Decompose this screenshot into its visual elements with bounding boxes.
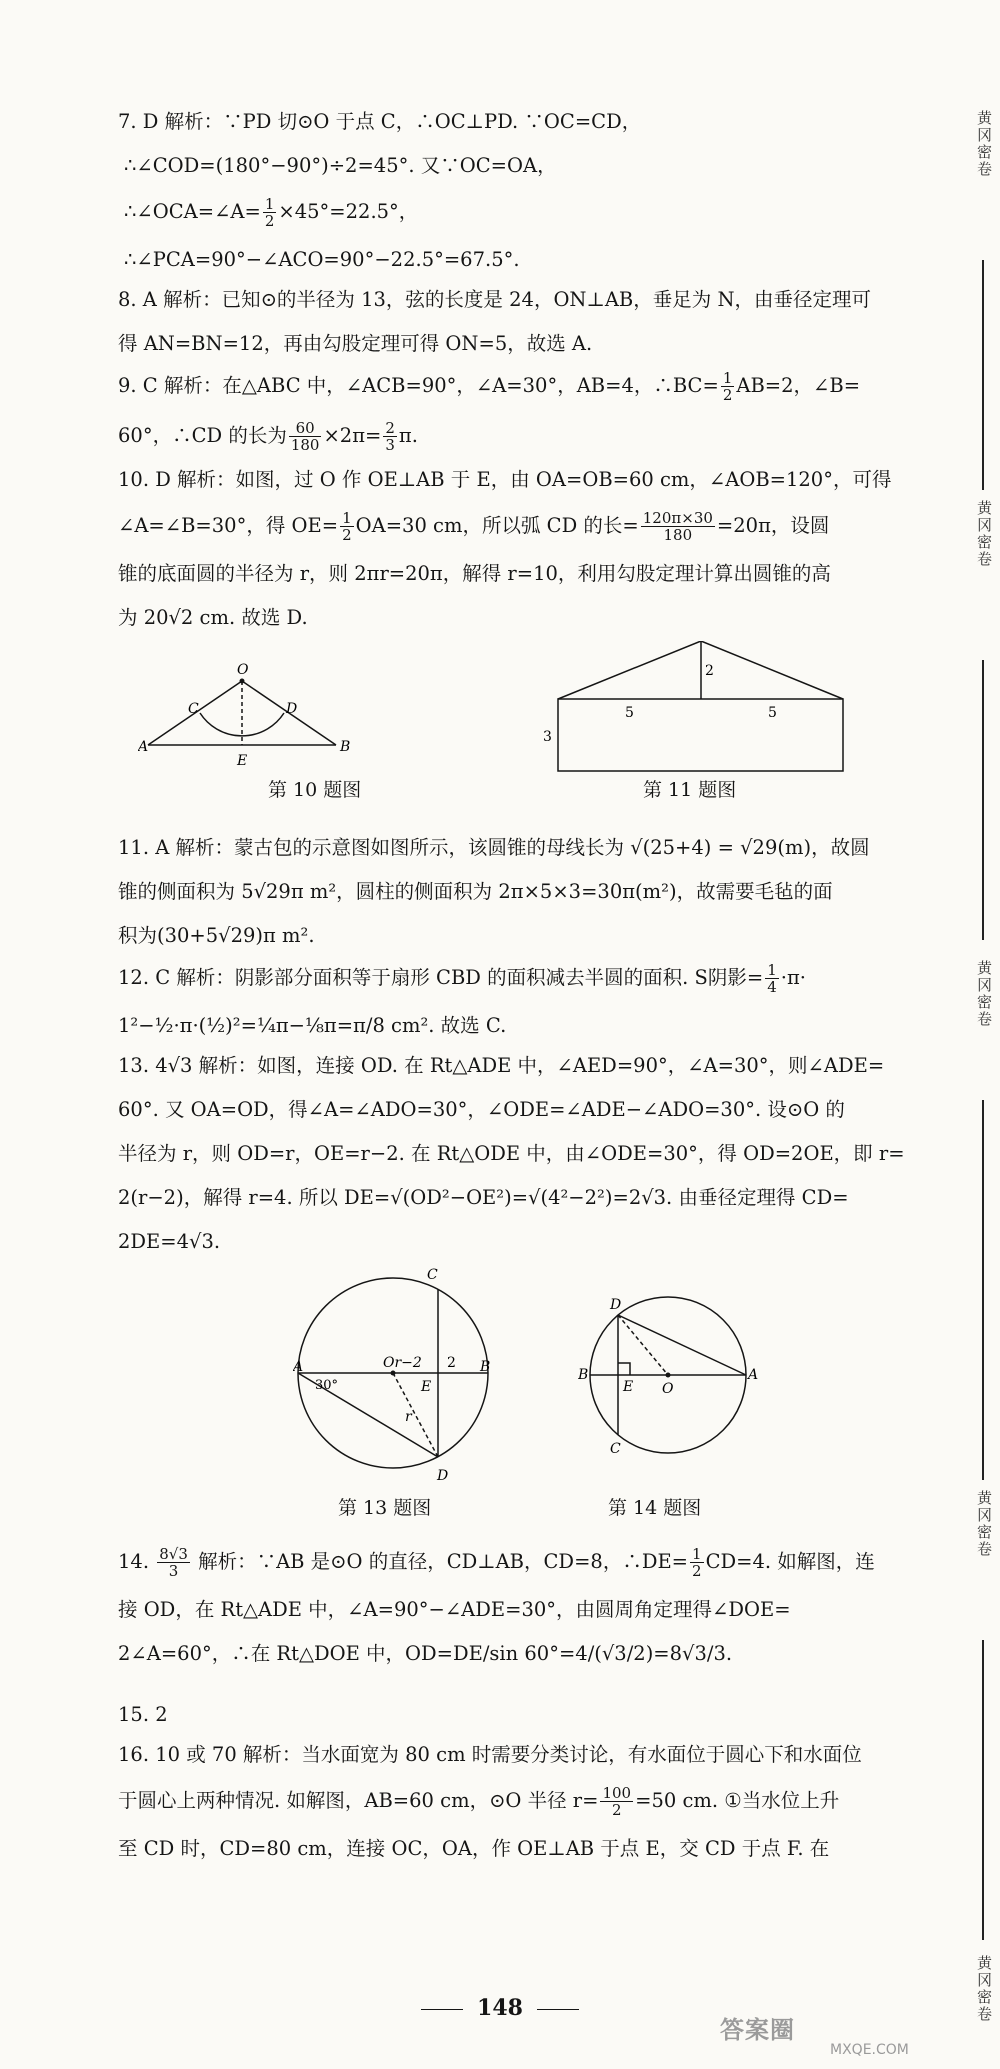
answer-10-line-1: 10. D 解析：如图，过 O 作 OE⊥AB 于 E，由 OA=OB=60 cm，∠AOB=120°，可得 — [118, 468, 892, 491]
figures-13-14 — [118, 1265, 923, 1533]
label-C: C — [427, 1267, 438, 1283]
text: =50 cm. ①当水位上升 — [635, 1789, 840, 1812]
answer-13-line-4: 2(r−2)，解得 r=4. 所以 DE=√(OD²−OE²)=√(4²−2²)=2√3. 由垂径定理得 CD= — [118, 1186, 849, 1209]
text: ×2π= — [323, 424, 382, 447]
answer-9-line-2 — [118, 420, 923, 453]
answer-11-line-1: 11. A 解析：蒙古包的示意图如图所示，该圆锥的母线长为 √(25+4) = √29(m)，故圆 — [118, 836, 870, 859]
denominator: 180 — [663, 526, 693, 544]
denominator: 180 — [290, 436, 320, 454]
fraction — [765, 962, 779, 995]
answer-14-line-3: 2∠A=60°，∴在 Rt△DOE 中，OD=DE/sin 60°=4/(√3/2)=8√3/3. — [118, 1642, 733, 1665]
label-5-left: 5 — [625, 705, 634, 721]
denominator: 3 — [385, 436, 395, 454]
answer-16-line-1: 16. 10 或 70 解析：当水面宽为 80 cm 时需要分类讨论，有水面位于圆心下和水面位 — [118, 1743, 862, 1766]
numerator: 1 — [342, 509, 352, 527]
numerator: 8√3 — [159, 1545, 188, 1563]
figure-11-caption: 第 11 题图 — [643, 779, 737, 801]
numerator: 60 — [289, 420, 322, 437]
binding-margin — [965, 0, 1000, 2069]
margin-rule — [982, 1640, 984, 1940]
label-D: D — [437, 1468, 449, 1484]
text: AB=2，∠B= — [736, 374, 861, 397]
answer-13-line-2: 60°. 又 OA=OD，得∠A=∠ADO=30°，∠ODE=∠ADE−∠ADO=30°. 设⊙O 的 — [118, 1098, 845, 1121]
divider — [421, 2009, 463, 2010]
label-O-r: Or−2 — [383, 1355, 422, 1371]
label-A: A — [293, 1359, 304, 1375]
label-O: O — [662, 1381, 674, 1397]
answer-12-line-2: 1²−½·π·(½)²=¼π−⅛π=π/8 cm². 故选 C. — [118, 1014, 507, 1037]
answer-15: 15. 2 — [118, 1703, 168, 1726]
label-D: D — [286, 701, 298, 717]
text: OA=30 cm，所以弧 CD 的长= — [355, 514, 639, 537]
text: π. — [398, 424, 418, 447]
numerator: 120π×30 — [642, 509, 713, 527]
fraction — [383, 420, 397, 453]
answer-16-line-2 — [118, 1785, 923, 1818]
numerator: 1 — [264, 195, 275, 213]
denominator: 2 — [612, 1801, 622, 1819]
label-2: 2 — [447, 1355, 456, 1371]
label-3: 3 — [543, 729, 552, 745]
answer-7-line-4: ∴∠PCA=90°−∠ACO=90°−22.5°=67.5°. — [124, 248, 520, 271]
text: 9. C 解析：在△ABC 中，∠ACB=90°，∠A=30°，AB=4，∴BC= — [118, 374, 719, 397]
answer-14-line-2: 接 OD，在 Rt△ADE 中，∠A=90°−∠ADE=30°，由圆周角定理得∠DOE= — [118, 1598, 791, 1621]
fraction — [263, 196, 277, 229]
figure-14-caption: 第 14 题图 — [608, 1497, 702, 1519]
figure-10-caption: 第 10 题图 — [268, 779, 362, 801]
margin-tab-3: 黄冈密卷 — [975, 960, 993, 1028]
answer-12-line-1 — [118, 962, 923, 995]
text: ∴∠OCA=∠A= — [124, 200, 261, 223]
label-C: C — [610, 1441, 621, 1457]
margin-rule — [982, 660, 984, 940]
label-D: D — [610, 1297, 622, 1313]
denominator: 2 — [692, 1562, 702, 1580]
text: ·π· — [780, 966, 806, 989]
answer-10-line-2 — [118, 510, 923, 543]
answer-14-line-1 — [118, 1546, 923, 1579]
text: 60°，∴CD 的长为 — [118, 424, 287, 447]
answer-10-line-3: 锥的底面圆的半径为 r，则 2πr=20π，解得 r=10，利用勾股定理计算出圆锥的高 — [118, 562, 831, 585]
numerator: 1 — [692, 1545, 702, 1563]
answer-7-line-3 — [118, 196, 923, 229]
fraction — [690, 1546, 704, 1579]
text: CD=4. 如解图，连 — [705, 1550, 875, 1573]
figure-13 — [293, 1265, 493, 1490]
figures-10-11 — [118, 641, 923, 821]
text: 12. C 解析：阴影部分面积等于扇形 CBD 的面积减去半圆的面积. S阴影= — [118, 966, 764, 989]
margin-tab-2: 黄冈密卷 — [975, 500, 993, 568]
text: 14. — [118, 1550, 156, 1573]
numerator: 1 — [767, 961, 777, 979]
denominator: 2 — [342, 526, 352, 544]
fraction — [157, 1546, 190, 1579]
page-number-text: 148 — [477, 1995, 523, 2021]
answer-8-line-1: 8. A 解析：已知⊙的半径为 13，弦的长度是 24，ON⊥AB，垂足为 N，由垂径定理可 — [118, 288, 872, 311]
watermark-url: MXQE.COM — [830, 2042, 909, 2058]
fraction — [289, 420, 322, 453]
watermark: 答案圈 — [720, 2016, 795, 2044]
figure-11 — [533, 641, 853, 791]
fraction — [600, 1785, 633, 1818]
answer-10-line-4: 为 20√2 cm. 故选 D. — [118, 606, 308, 629]
label-O: O — [237, 662, 249, 678]
answer-16-line-3: 至 CD 时，CD=80 cm，连接 OC，OA，作 OE⊥AB 于点 E，交 CD 于点 F. 在 — [118, 1837, 830, 1860]
text: ∠A=∠B=30°，得 OE= — [118, 514, 339, 537]
page-number — [0, 1995, 1000, 2021]
denominator: 2 — [264, 212, 275, 230]
label-2: 2 — [705, 663, 714, 679]
answer-9-line-1 — [118, 370, 923, 403]
text: =20π，设圆 — [716, 514, 830, 537]
fraction — [340, 510, 354, 543]
label-E: E — [237, 753, 248, 769]
text: 于圆心上两种情况. 如解图，AB=60 cm，⊙O 半径 r= — [118, 1789, 599, 1812]
text: ×45°=22.5°， — [278, 200, 419, 223]
figure-14 — [578, 1275, 758, 1485]
denominator: 3 — [168, 1562, 179, 1580]
answer-8-line-2: 得 AN=BN=12，再由勾股定理可得 ON=5，故选 A. — [118, 332, 593, 355]
label-B: B — [340, 739, 351, 755]
label-B: B — [480, 1359, 491, 1375]
answer-13-line-3: 半径为 r，则 OD=r，OE=r−2. 在 Rt△ODE 中，由∠ODE=30°，得 OD=2OE，即 r= — [118, 1142, 905, 1165]
answer-7-line-2: ∴∠COD=(180°−90°)÷2=45°. 又∵OC=OA， — [124, 154, 557, 177]
margin-tab-5: 黄冈密卷 — [975, 1955, 993, 2023]
label-r: r — [405, 1409, 412, 1425]
denominator: 4 — [767, 978, 777, 996]
answer-11-line-3: 积为(30+5√29)π m². — [118, 924, 315, 947]
numerator: 1 — [722, 369, 733, 387]
solutions-body — [118, 108, 923, 1862]
fraction — [641, 510, 715, 543]
label-A: A — [748, 1367, 758, 1383]
text: 解析：∵AB 是⊙O 的直径，CD⊥AB，CD=8，∴DE= — [191, 1550, 689, 1573]
numerator: 100 — [602, 1784, 632, 1802]
denominator: 2 — [722, 386, 733, 404]
label-C: C — [188, 701, 199, 717]
label-30deg: 30° — [315, 1378, 339, 1393]
margin-rule — [982, 1100, 984, 1480]
answer-13-line-1: 13. 4√3 解析：如图，连接 OD. 在 Rt△ADE 中，∠AED=90°，∠A=30°，则∠ADE= — [118, 1054, 885, 1077]
divider — [537, 2009, 579, 2010]
label-B: B — [578, 1367, 589, 1383]
answer-13-line-5: 2DE=4√3. — [118, 1230, 221, 1253]
numerator: 2 — [385, 419, 395, 437]
label-A: A — [138, 739, 149, 755]
figure-10 — [138, 641, 358, 791]
margin-tab-4: 黄冈密卷 — [975, 1490, 993, 1558]
margin-tab-1: 黄冈密卷 — [975, 110, 993, 178]
figure-13-caption: 第 13 题图 — [338, 1497, 432, 1519]
answer-7-line-1: 7. D 解析：∵PD 切⊙O 于点 C，∴OC⊥PD. ∵OC=CD， — [118, 110, 642, 133]
margin-rule — [982, 260, 984, 490]
label-E: E — [421, 1379, 432, 1395]
label-E: E — [623, 1379, 634, 1395]
label-5-right: 5 — [768, 705, 777, 721]
fraction — [721, 370, 735, 403]
answer-11-line-2: 锥的侧面积为 5√29π m²，圆柱的侧面积为 2π×5×3=30π(m²)，故需要毛毡的面 — [118, 880, 833, 903]
